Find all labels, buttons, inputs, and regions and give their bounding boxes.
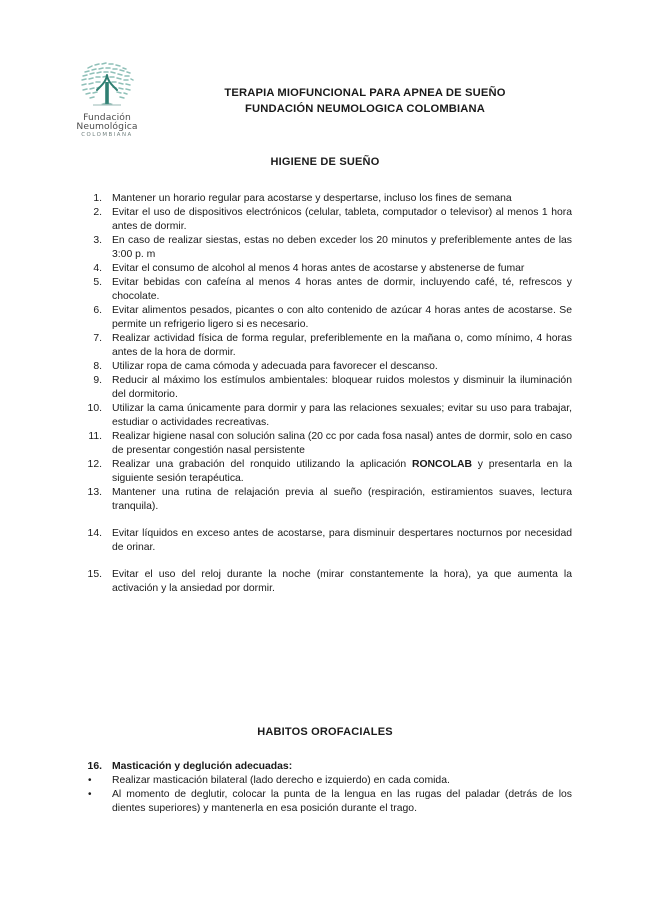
list-item-text: Mantener un horario regular para acostarse y despertarse, incluso los fines de semana [112,193,512,204]
list-item [78,458,572,486]
bullet-icon: • [88,774,92,786]
list-item-text-after: y presentarla en la siguiente sesión terapéutica. [112,458,573,484]
orofacial-habits-block [78,760,572,816]
list-item [78,262,572,276]
organization-logo [62,60,152,138]
list-item [78,402,572,430]
list-item-number: 11. [88,430,102,442]
list-item [78,527,572,555]
list-item-number: 3. [93,234,102,246]
list-item [78,430,572,458]
list-item [78,234,572,262]
logo-line-3: COLOMBIANA [81,131,133,138]
list-item-text: Evitar alimentos pesados, picantes o con alto contenido de azúcar 4 horas antes de acostarse. Se permite un refrigerio ligero si es necesario. [112,304,572,330]
list-item-text: Utilizar ropa de cama cómoda y adecuada para favorecer el descanso. [112,360,438,372]
list-item [78,206,572,234]
bullet-icon: • [88,788,92,800]
logo-wordmark [62,113,152,138]
list-item-text: Evitar bebidas con cafeína al menos 4 horas antes de dormir, incluyendo café, té, refrescos y chocolate. [112,276,572,302]
sleep-hygiene-list [78,192,572,596]
list-item [78,486,572,514]
list-item-number: 1. [93,193,102,204]
list-item-number: 7. [93,332,102,344]
orofacial-item-heading [78,760,572,774]
list-item-number: 12. [87,458,102,470]
list-item-number: 5. [93,276,102,288]
list-item-text: En caso de realizar siestas, estas no deben exceder los 20 minutos y preferiblemente antes de las 3:00 p. m [112,234,572,260]
list-item-text: Al momento de deglutir, colocar la punta de la lengua en las rugas del paladar (detrás de los dientes superiores) y mantenerla en esa posición durante el trago. [112,788,572,814]
page-title [150,86,580,118]
document-header [0,58,650,153]
list-item [78,192,572,206]
list-item-number: 4. [93,262,102,274]
list-item-text: Evitar el consumo de alcohol al menos 4 horas antes de acostarse y abstenerse de fumar [112,262,525,274]
list-item-number: 15. [87,568,102,580]
list-item-text: Evitar líquidos en exceso antes de acostarse, para disminuir despertares nocturnos por necesidad de orinar. [112,527,572,553]
logo-line-1: Fundación [83,112,131,123]
list-item-text: Realizar actividad física de forma regular, preferiblemente en la mañana o, como mínimo, 4 horas antes de la hora de dormir. [112,332,572,358]
list-item [78,304,572,332]
list-item [78,276,572,304]
list-item-text: Reducir al máximo los estímulos ambientales: bloquear ruidos molestos y disminuir la iluminación del dormitorio. [112,374,572,400]
list-item-number: 14. [87,527,102,539]
list-item [78,360,572,374]
list-item-text: Evitar el uso de dispositivos electrónicos (celular, tableta, computador o televisor) al menos 1 hora antes de dormir. [112,206,572,232]
list-item [78,332,572,360]
section-heading-higiene-de-sueno: HIGIENE DE SUEÑO [270,156,380,168]
list-item-number: 10. [87,402,102,414]
logo-line-2: Neumológica [76,121,138,133]
list-item-emphasis: RONCOLAB [411,458,472,470]
list-item-text: Evitar el uso del reloj durante la noche (mirar constantemente la hora), ya que aumenta la activación y la ansiedad por dormir. [112,568,572,594]
list-item-text: Realizar masticación bilateral (lado derecho e izquierdo) en cada comida. [112,774,450,786]
list-item [78,374,572,402]
tree-icon [75,60,139,112]
list-item-text: Realizar higiene nasal con solución salina (20 cc por cada fosa nasal) antes de dormir, solo en caso de presentar congestión nasal persistente [112,430,572,456]
list-item-number: 8. [93,360,102,372]
orofacial-item-title: Masticación y deglución adecuadas: [112,761,293,772]
list-item-number: 2. [93,206,102,218]
page-title-line-2: FUNDACIÓN NEUMOLOGICA COLOMBIANA [245,102,485,115]
list-item-number: 6. [93,304,102,316]
section-heading-habitos-orofaciales: HABITOS OROFACIALES [257,726,393,738]
list-item-text: Utilizar la cama únicamente para dormir y para las relaciones sexuales; evitar su uso para trabajar, estudiar o actividades recreativas. [112,402,572,428]
list-item [78,774,572,788]
list-item-text: Mantener una rutina de relajación previa al sueño (respiración, estiramientos suaves, lectura tranquila). [112,486,572,512]
list-item-number: 9. [93,374,102,386]
list-item [78,788,572,816]
list-item-number: 13. [87,486,102,498]
list-item-text-before: Realizar una grabación del ronquido utilizando la aplicación [112,458,412,470]
list-item [78,568,572,596]
page-title-line-1: TERAPIA MIOFUNCIONAL PARA APNEA DE SUEÑO [224,87,506,99]
list-item-number: 16. [87,761,102,772]
